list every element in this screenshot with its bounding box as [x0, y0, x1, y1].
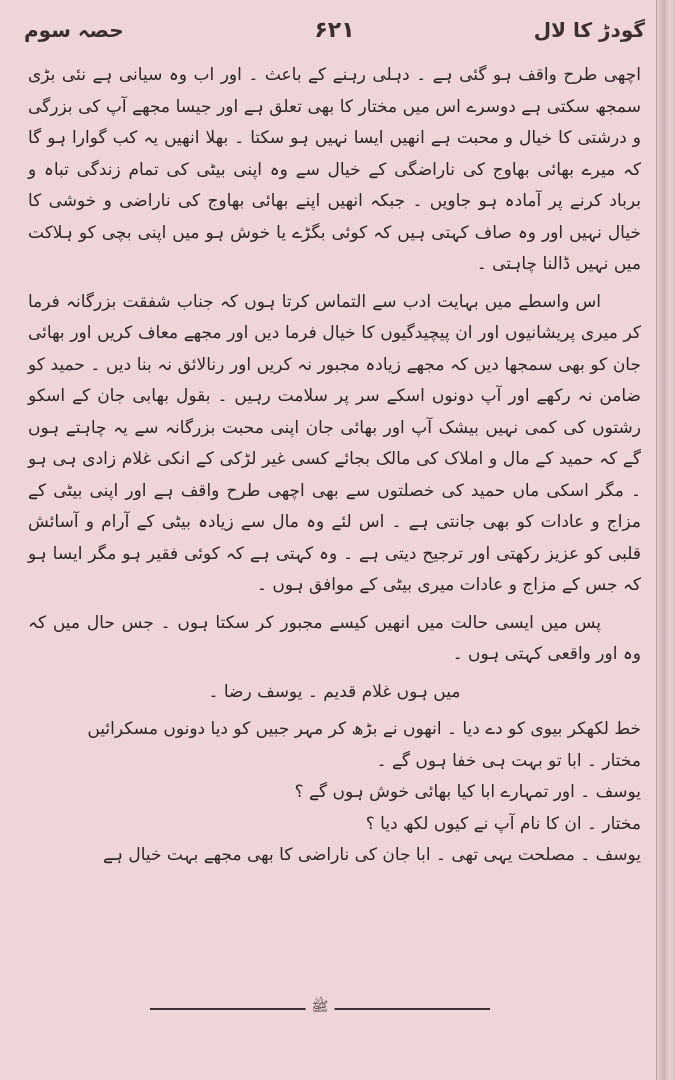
dialogue-line-2: یوسف ۔ اور تمہارے ابا کیا بھائی خوش ہوں گے ؟	[294, 782, 641, 802]
paragraph-1: اچھی طرح واقف ہو گئی ہے ۔ دہلی رہنے کے باعث ۔ اور اب وہ سیانی ہے نئی بڑی سمجھ سکتی ہے دوسرے اس میں مختار کا بھی تعلق ہے اور جیسا مجھے آپ کی بزرگی و درشتی کا خیال و محبت ہے انھیں ایسا نہیں ہو سکتا ۔ بھلا انھیں یہ کب گوارا ہو گا کہ میرے بھائی بھاوج کی ناراضگی کے خیال سے وہ اپنی بیٹی کی تمام زندگی تباہ و برباد کرنے پر آمادہ ہو جاویں ۔ جبکہ انھیں اپنے بھائی بھاوج کی ناراضی و خوشی کا خیال نہیں اور وہ صاف کہتی ہیں کہ کوئی بگڑے یا خوش ہو میں اپنی بچی کو ہلاکت میں نہیں ڈالنا چاہتی ۔	[28, 65, 641, 274]
dialogue-line-1: مختار ۔ ابا تو بہت ہی خفا ہوں گے ۔	[376, 750, 641, 771]
body-text	[28, 60, 641, 872]
paragraph-2: اس واسطے میں بہایت ادب سے التماس کرتا ہوں کہ جناب شفقت بزرگانہ فرما کر میری پریشانیوں اور ان پیچیدگیوں کا خیال فرما دیں اور مجھے معاف کریں اور بھائی جان کو بھی سمجھا دیں کہ مجھے زیادہ مجبور نہ کریں اور رنالائق نہ بنا دیں ۔ حمید کو ضامن نہ رکھے اور آپ دونوں اسکے سر پر سلامت رہیں ۔ بقول بھابی جان کے اسکو رشتوں کی کمی نہیں بیشک آپ اور بھائی جان اپنی محبت بزرگانہ سے یہ چاہتے ہوں گے کہ حمید کے مال و املاک کی مالک بجائے کسی غیر لڑکی کے انکی غلام زادی ہی ہو ۔ مگر اسکی ماں حمید کی خصلتوں سے بھی اچھی طرح واقف ہے اور اپنی بیٹی کے مزاج و عادات کو بھی جانتی ہے ۔ اس لئے وہ مال سے زیادہ بیٹی کے آرام و آسائش قلبی کو عزیز رکھتی اور ترجیح دیتی ہے ۔ وہ کہتی ہے کہ کوئی فقیر ہو مگر ایسا ہو کہ جس کے مزاج و عادات میری بیٹی کے موافق ہوں ۔	[28, 291, 641, 595]
page-header	[24, 14, 645, 54]
narration: خط لکھکر بیوی کو دے دیا ۔ انھوں نے بڑھ کر مہر جبیں کو دیا دونوں مسکرائیں	[87, 719, 641, 739]
dialogue-line-3: مختار ۔ ان کا نام آپ نے کیوں لکھ دیا ؟	[365, 813, 641, 834]
running-title: گودڑ کا لال	[533, 18, 645, 42]
letter-signature: میں ہوں غلام قدیم ۔ یوسف رضا ۔	[208, 681, 461, 702]
page-number: ۶۲۱	[314, 18, 355, 43]
book-spine	[656, 0, 675, 1080]
paragraph-3: پس میں ایسی حالت میں انھیں کیسے مجبور کر سکتا ہوں ۔ جس حال میں کہ وہ اور واقعی کہتی ہوں ۔	[28, 612, 641, 664]
dialogue-line-4: یوسف ۔ مصلحت یہی تھی ۔ ابا جان کی ناراضی کا بھی مجھے بہت خیال ہے	[103, 845, 641, 865]
part-label: حصہ سوم	[24, 18, 124, 42]
section-divider	[150, 1000, 490, 1016]
divider-mark: ﷺ	[306, 998, 335, 1018]
